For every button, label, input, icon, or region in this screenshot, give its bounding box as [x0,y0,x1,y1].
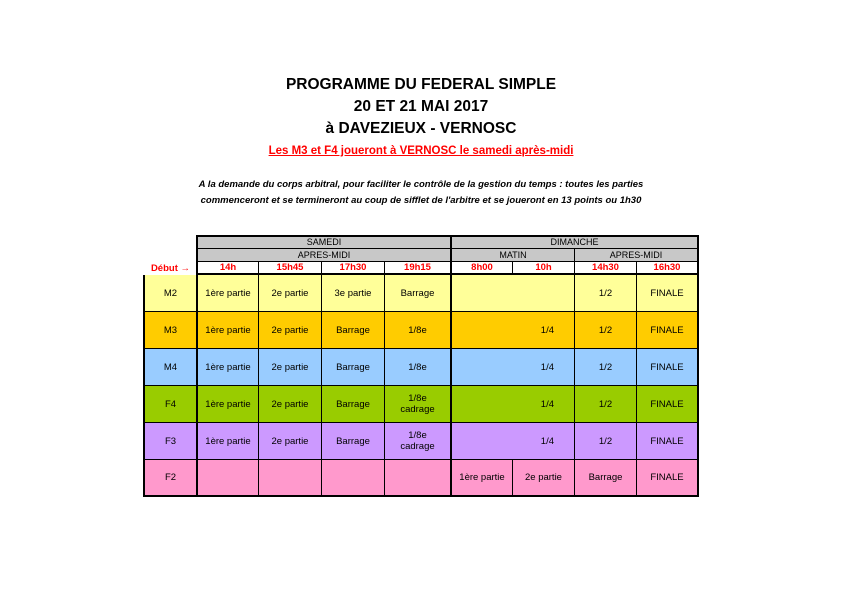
match-cell: FINALE [637,386,699,423]
empty-cell [259,460,322,497]
match-cell: FINALE [637,423,699,460]
match-cell-line1: 1/8e [408,430,427,441]
match-cell: 2e partie [259,349,322,386]
match-cell: 1/4 [450,386,575,423]
time-slot: 10h [513,261,575,275]
match-cell: 1/2 [575,275,637,312]
referee-note-line1: A la demande du corps arbitral, pour faciliter le contrôle de la gestion du temps : toutes les parties [198,179,644,190]
time-slot: 16h30 [637,261,699,275]
match-cell: 1ère partie [196,312,259,349]
category-f2: F2 [143,460,196,497]
match-cell: 3e partie [322,275,385,312]
match-cell: 1/2 [575,312,637,349]
match-cell-line1: 1/8e [408,393,427,404]
category-m2: M2 [143,275,196,312]
match-cell: 2e partie [259,275,322,312]
match-cell: 1ère partie [196,423,259,460]
match-cell: FINALE [637,460,699,497]
period-samedi-apres-midi: APRES-MIDI [196,248,450,261]
match-cell: 1ère partie [196,349,259,386]
category-f4: F4 [143,386,196,423]
match-cell: Barrage [322,349,385,386]
period-dimanche-apres-midi: APRES-MIDI [575,248,699,261]
time-slot: 14h [196,261,259,275]
time-slot: 17h30 [322,261,385,275]
match-cell: 1ère partie [196,386,259,423]
match-cell-line2: cadrage [400,404,435,415]
time-slot: 8h00 [450,261,513,275]
time-slot: 19h15 [385,261,450,275]
empty-cell [385,460,450,497]
match-cell: Barrage [575,460,637,497]
match-cell: Barrage [385,275,450,312]
match-cell: 1/4 [450,349,575,386]
match-cell: 1ère partie [450,460,513,497]
match-cell: 1/8e [385,312,450,349]
match-cell: 2e partie [513,460,575,497]
time-slot: 14h30 [575,261,637,275]
page-title: PROGRAMME DU FEDERAL SIMPLE [285,76,557,93]
match-cell: 1/2 [575,386,637,423]
match-cell [385,423,450,460]
venue-notice: Les M3 et F4 joueront à VERNOSC le samedi après-midi [268,145,574,157]
period-dimanche-matin: MATIN [450,248,575,261]
referee-note-line2: commenceront et se termineront au coup de sifflet de l'arbitre et se joueront en 13 points ou 1h30 [200,195,642,206]
category-f3: F3 [143,423,196,460]
time-slot: 15h45 [259,261,322,275]
match-cell [385,386,450,423]
match-cell: FINALE [637,312,699,349]
match-cell: 2e partie [259,423,322,460]
match-cell: 1/8e [385,349,450,386]
match-cell: FINALE [637,349,699,386]
match-cell: 1/2 [575,349,637,386]
match-cell: FINALE [637,275,699,312]
match-cell-line2: cadrage [400,441,435,452]
day-dimanche: DIMANCHE [450,235,699,248]
category-m3: M3 [143,312,196,349]
match-cell: Barrage [322,423,385,460]
day-samedi: SAMEDI [196,235,450,248]
empty-cell [322,460,385,497]
match-cell: 1ère partie [196,275,259,312]
event-dates: 20 ET 21 MAI 2017 [353,98,489,115]
event-location: à DAVEZIEUX - VERNOSC [325,120,517,137]
debut-label: Début → [150,262,190,274]
match-cell: 2e partie [259,312,322,349]
match-cell: 1/4 [450,312,575,349]
empty-cell [450,275,575,312]
match-cell: Barrage [322,386,385,423]
empty-cell [196,460,259,497]
match-cell: 1/4 [450,423,575,460]
match-cell: 1/2 [575,423,637,460]
match-cell: Barrage [322,312,385,349]
match-cell: 2e partie [259,386,322,423]
category-m4: M4 [143,349,196,386]
